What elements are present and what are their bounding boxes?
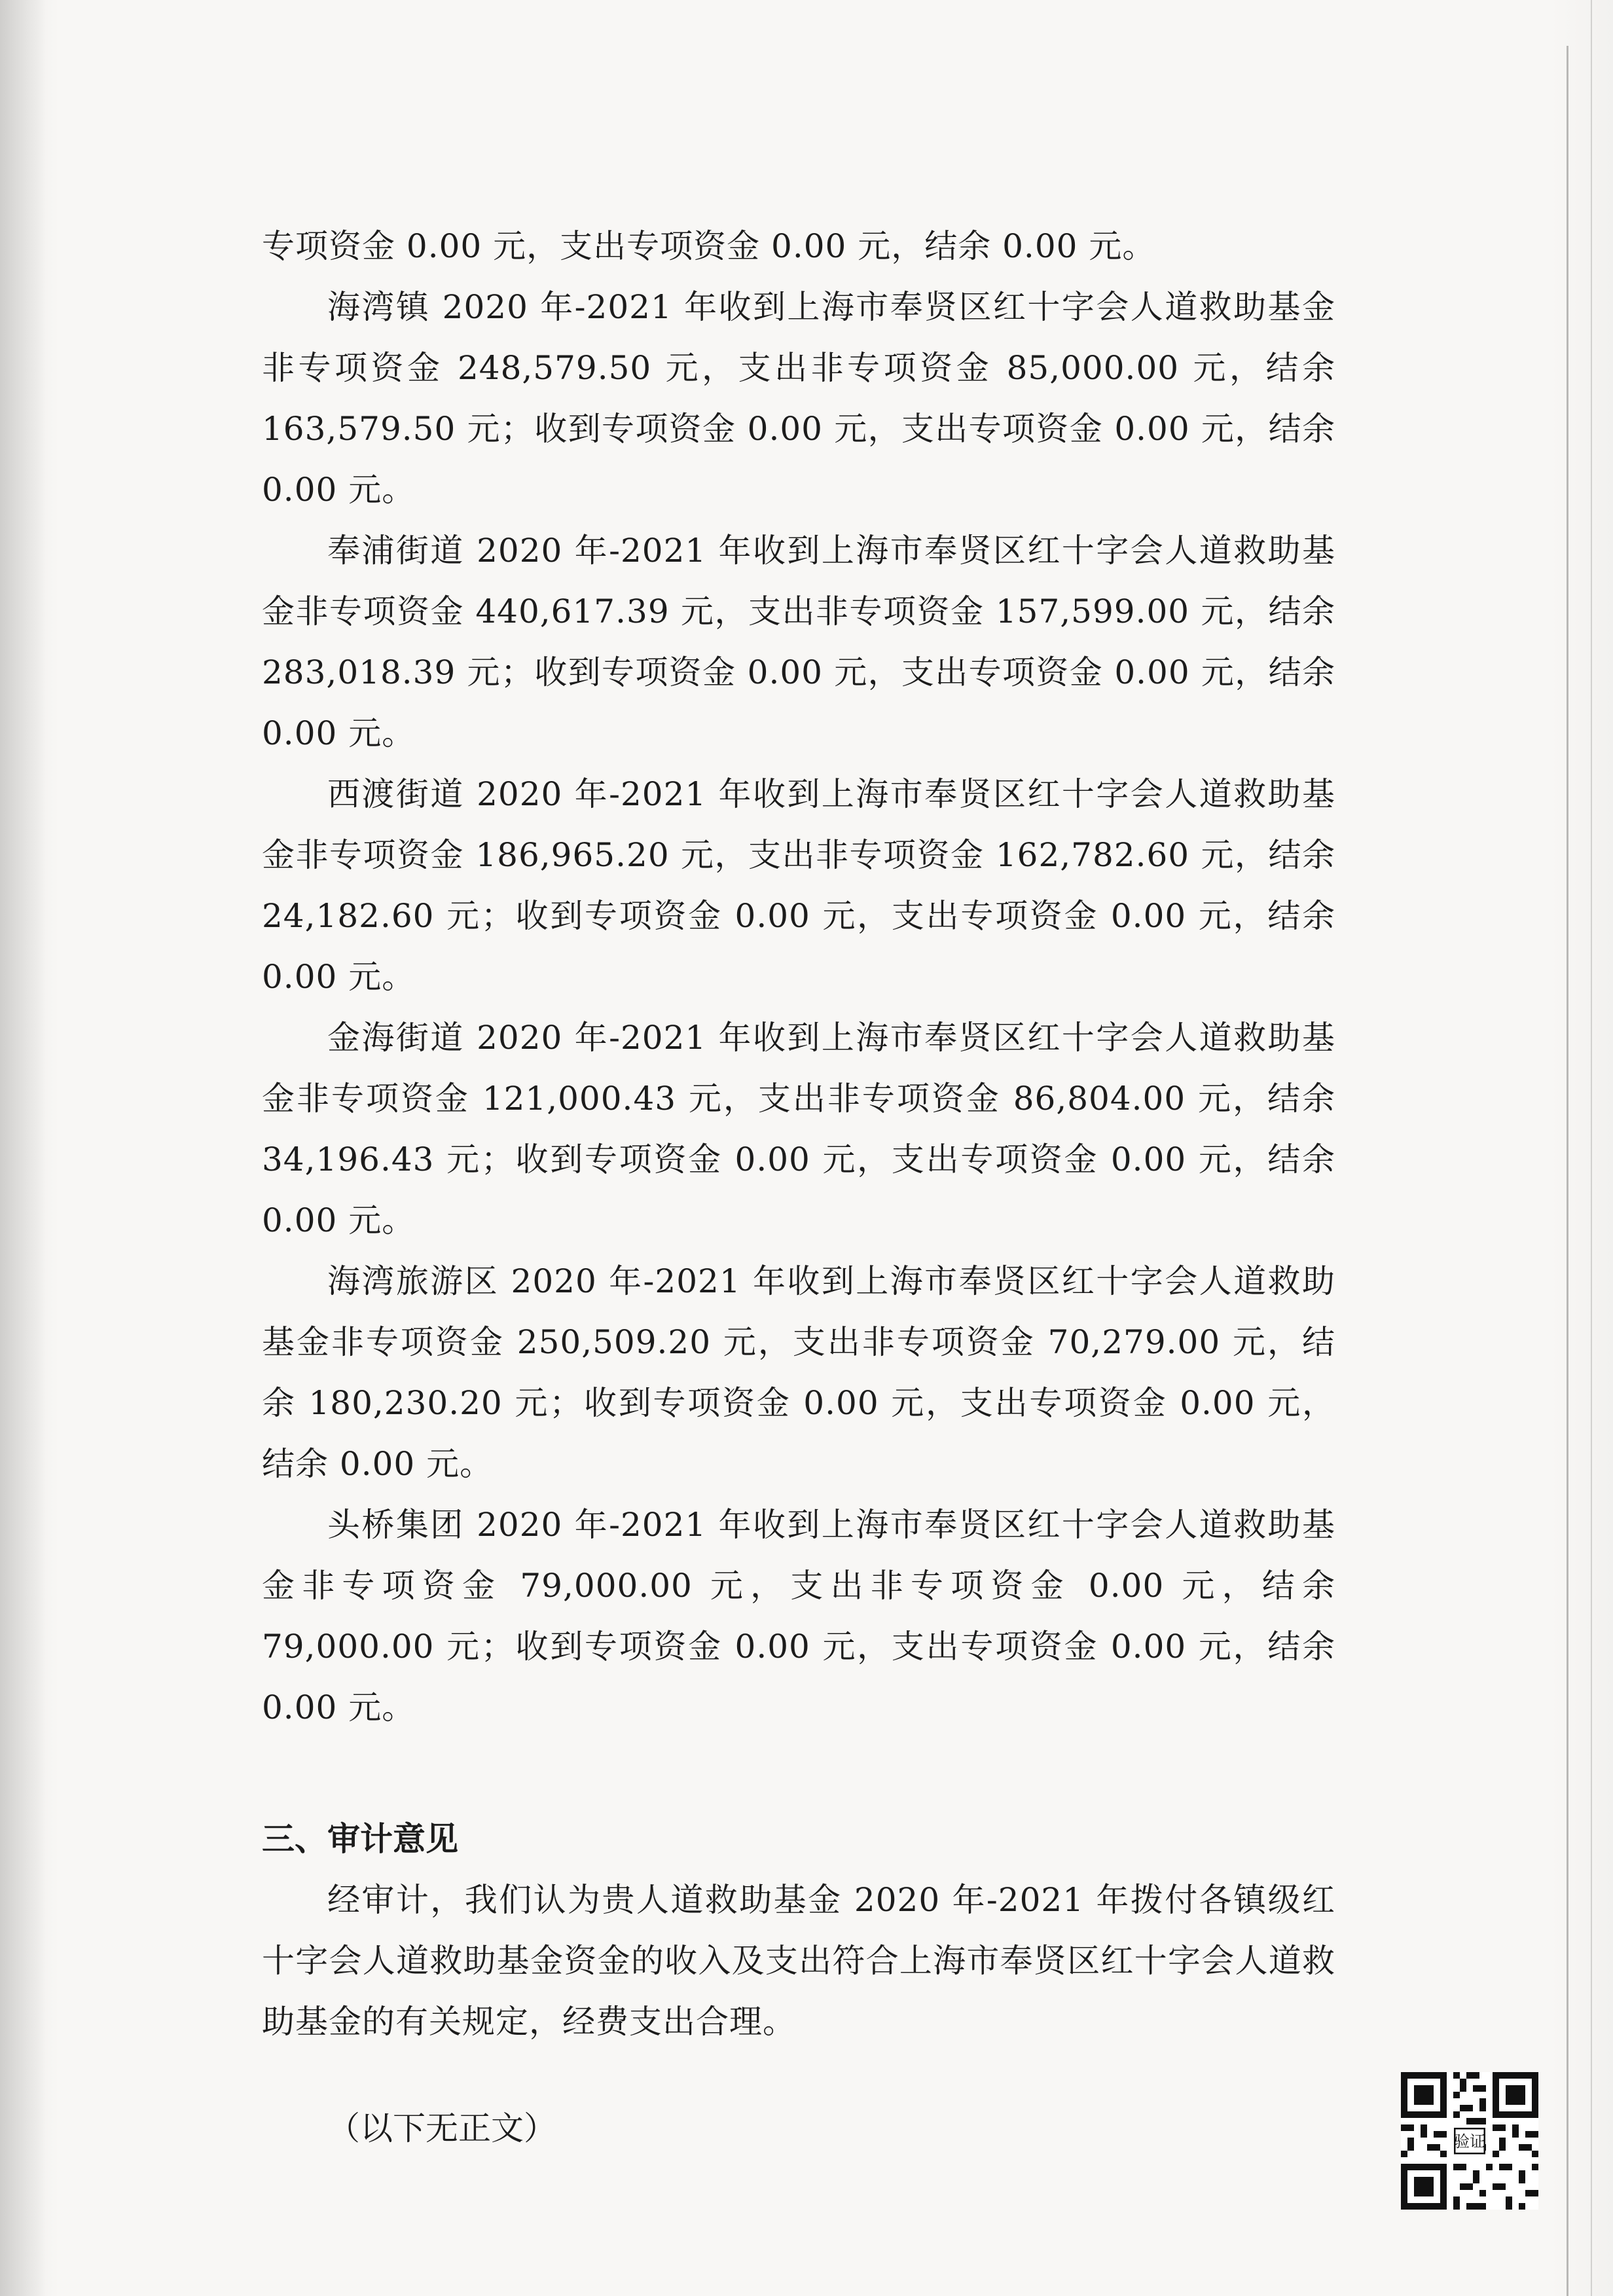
end-of-text-note: （以下无正文） xyxy=(327,2109,556,2147)
paragraph-audit-opinion: 经审计，我们认为贵人道救助基金 2020 年-2021 年拨付各镇级红十字会人道救助基金资金的收入及支出符合上海市奉贤区红十字会人道救助基金的有关规定，经费支出合理。 xyxy=(262,1881,1335,2041)
section-title-audit-opinion: 三、审计意见 xyxy=(262,1820,458,1858)
paragraph-continuation: 专项资金 0.00 元，支出专项资金 0.00 元，结余 0.00 元。 xyxy=(262,227,1156,265)
paragraph-haiwan-tourism-zone: 海湾旅游区 2020 年-2021 年收到上海市奉贤区红十字会人道救助基金非专项资金 250,509.20 元，支出非专项资金 70,279.00 元，结余 180,230.20 元；收到专项资金 0.00 元，支出专项资金 0.00 元，结余 0.00 元。 xyxy=(262,1262,1335,1483)
paragraph-jinhai-street: 金海街道 2020 年-2021 年收到上海市奉贤区红十字会人道救助基金非专项资金 121,000.43 元，支出非专项资金 86,804.00 元，结余 34,196.43 元；收到专项资金 0.00 元，支出专项资金 0.00 元，结余 0.00 元。 xyxy=(262,1019,1335,1239)
qr-code-icon xyxy=(1401,2072,1538,2210)
scan-binding-shadow xyxy=(0,0,46,2296)
document-body xyxy=(262,216,1335,2159)
paragraph-haiwan-town: 海湾镇 2020 年-2021 年收到上海市奉贤区红十字会人道救助基金非专项资金 248,579.50 元，支出非专项资金 85,000.00 元，结余 163,579.50 元；收到专项资金 0.00 元，支出专项资金 0.00 元，结余 0.00 元。 xyxy=(262,288,1335,509)
page-edge-line-outer xyxy=(1591,0,1592,2296)
paragraph-fengpu-street: 奉浦街道 2020 年-2021 年收到上海市奉贤区红十字会人道救助基金非专项资金 440,617.39 元，支出非专项资金 157,599.00 元，结余 283,018.39 元；收到专项资金 0.00 元，支出专项资金 0.00 元，结余 0.00 元。 xyxy=(262,532,1335,752)
page-edge-line xyxy=(1567,46,1568,2296)
qr-center-label: 验证 xyxy=(1454,2132,1485,2151)
paragraph-xidu-street: 西渡街道 2020 年-2021 年收到上海市奉贤区红十字会人道救助基金非专项资金 186,965.20 元，支出非专项资金 162,782.60 元，结余 24,182.60 元；收到专项资金 0.00 元，支出专项资金 0.00 元，结余 0.00 元。 xyxy=(262,775,1335,996)
paragraph-touqiao-group: 头桥集团 2020 年-2021 年收到上海市奉贤区红十字会人道救助基金非专项资金 79,000.00 元，支出非专项资金 0.00 元，结余 79,000.00 元；收到专项资金 0.00 元，支出专项资金 0.00 元，结余 0.00 元。 xyxy=(262,1506,1335,1726)
